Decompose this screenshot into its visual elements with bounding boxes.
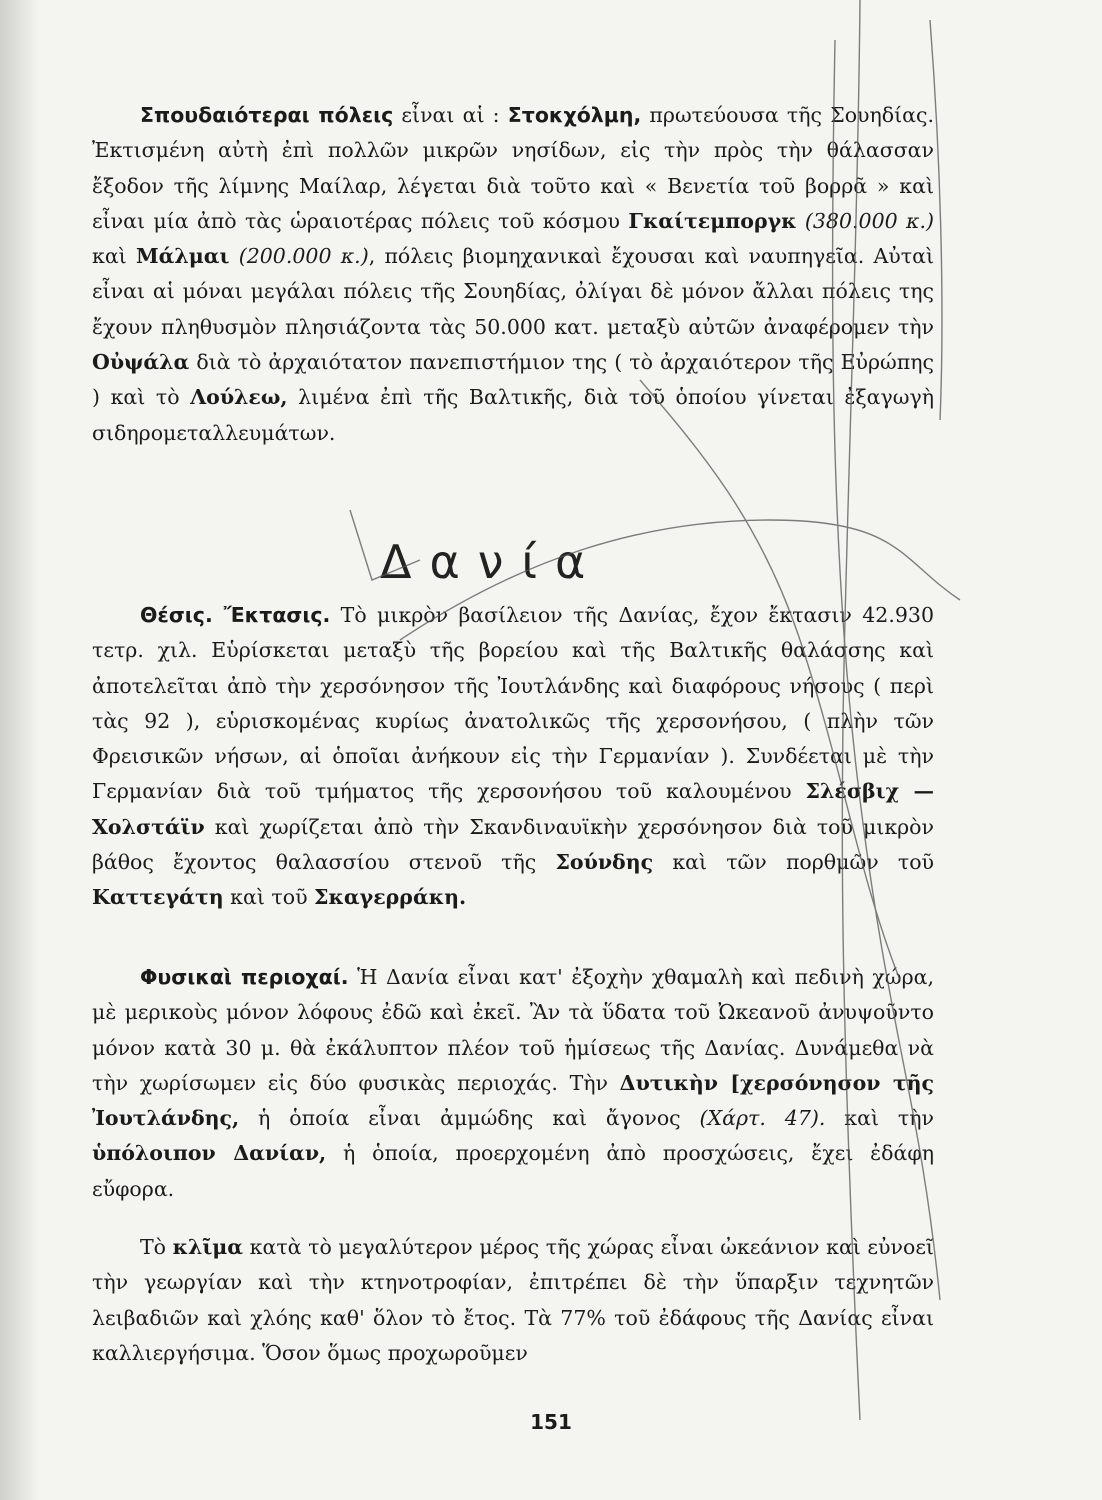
city-name: Οὐψάλα: [92, 350, 190, 375]
paragraph: Φυσικαὶ περιοχαί. Ἡ Δανία εἶναι κατ' ἐξοχὴν χθαμαλὴ καὶ πεδινὴ χώρα, μὲ μερικοὺς μόνον λόφους ἐδῶ καὶ ἐκεῖ. Ἂν τὰ ὕδατα τοῦ Ὠκεανοῦ ἀνυψοῦντο μόνον κατὰ 30 μ. θὰ ἐκάλυπτον πλέον τοῦ ἡμίσεως τῆς Δανίας. Δυνάμεθα νὰ τὴν χωρίσωμεν εἰς δύο φυσικὰς περιοχάς. Τὴν Δυτικὴν [χερσόνησον τῆς Ἰουτλάνδης, ἡ ὁποία εἶναι ἀμμώδης καὶ ἄγονος (Χάρτ. 47). καὶ τὴν ὑπόλοιπον Δανίαν, ἡ ὁποία, προερχομένη ἀπὸ προσχώσεις, ἔχει ἐδάφη εὔφορα.: [92, 965, 935, 1201]
natural-regions-paragraph: [92, 960, 934, 1207]
population: (380.000 κ.): [796, 208, 935, 233]
place-name: Καττεγάτη: [92, 885, 224, 910]
paragraph: Τὸ κλῖμα κατὰ τὸ μεγαλύτερον μέρος τῆς χώρας εἶναι ὠκεάνιον καὶ εὐνοεῖ τὴν γεωργίαν καὶ τὴν κτηνοτροφίαν, ἐπιτρέπει δὲ τὴν ὕπαρξιν τεχνητῶν λειβαδιῶν καὶ χλόης καθ' ὅλον τὸ ἔτος. Τὰ 77% τοῦ ἐδάφους τῆς Δανίας εἶναι καλλιεργήσιμα. Ὅσον ὅμως προχωροῦμεν: [92, 1235, 934, 1365]
section-heading: Φυσικαὶ περιοχαί.: [140, 965, 349, 989]
region-name: ὑπόλοιπον Δανίαν,: [92, 1141, 327, 1166]
section-heading: Σπουδαιότεραι πόλεις: [140, 103, 394, 127]
map-reference: (Χάρτ. 47).: [699, 1106, 826, 1131]
chapter-title: Δανία: [380, 535, 604, 589]
page-edge-shadow: [0, 0, 40, 1500]
sweden-cities-paragraph: [92, 98, 934, 451]
population: (200.000 κ.): [229, 244, 369, 269]
place-name: Σκαγερράκη.: [314, 885, 467, 910]
place-name: Σλέσβιχ — Χολστάϊν: [92, 779, 934, 839]
keyword: κλῖμα: [172, 1235, 244, 1259]
city-name: Μάλμαι: [135, 244, 230, 269]
paragraph: Θέσις. Ἔκτασις. Τὸ μικρὸν βασίλειον τῆς Δανίας, ἔχον ἔκτασιν 42.930 τετρ. χιλ. Εὑρίσκεται μεταξὺ τῆς βορείου καὶ τῆς Βαλτικῆς θαλάσσης καὶ ἀποτελεῖται ἀπὸ τὴν χερσόνησον τῆς Ἰουτλάνδης καὶ διαφόρους νήσους ( περὶ τὰς 92 ), εὑρισκομένας κυρίως ἀνατολικῶς τῆς χερσονήσου, ( πλὴν τῶν Φρεισικῶν νήσων, αἱ ὁποῖαι ἀνήκουν εἰς τὴν Γερμανίαν ). Συνδέεται μὲ τὴν Γερμανίαν διὰ τοῦ τμήματος τῆς χερσονήσου τοῦ καλουμένου Σλέσβιχ — Χολστάϊν καὶ χωρίζεται ἀπὸ τὴν Σκανδιναυϊκὴν χερσόνησον διὰ τοῦ μικρὸν βάθος ἔχοντος θαλασσίου στενοῦ τῆς Σούνδης καὶ τῶν πορθμῶν τοῦ Καττεγάτη καὶ τοῦ Σκαγερράκη.: [92, 603, 934, 910]
paragraph: Σπουδαιότεραι πόλεις εἶναι αἱ : Στοκχόλμη, πρωτεύουσα τῆς Σουηδίας. Ἐκτισμένη αὐτὴ ἐπὶ πολλῶν μικρῶν νησίδων, εἰς τὴν πρὸς τὴν θάλασσαν ἔξοδον τῆς λίμνης Μαίλαρ, λέγεται διὰ τοῦτο καὶ « Βενετία τοῦ βορρᾶ » καὶ εἶναι μία ἀπὸ τὰς ὡραιοτέρας πόλεις τοῦ κόσμου Γκαίτεμποργκ (380.000 κ.) καὶ Μάλμαι (200.000 κ.), πόλεις βιομηχανικαὶ ἔχουσαι καὶ ναυπηγεῖα. Αὐταὶ εἶναι αἱ μόναι μεγάλαι πόλεις τῆς Σουηδίας, ὀλίγαι δὲ μόνον ἄλλαι πόλεις της ἔχουν πληθυσμὸν πλησιάζοντα τὰς 50.000 κατ. μεταξὺ αὐτῶν ἀναφέρομεν τὴν Οὐψάλα διὰ τὸ ἀρχαιότατον πανεπιστήμιον της ( τὸ ἀρχαιότερον τῆς Εὐρώπης ) καὶ τὸ Λούλεω, λιμένα ἐπὶ τῆς Βαλτικῆς, διὰ τοῦ ὁποίου γίνεται ἐξαγωγὴ σιδηρομεταλλευμάτων.: [92, 103, 935, 445]
position-area-paragraph: [92, 598, 934, 916]
city-name: Στοκχόλμη,: [507, 103, 642, 127]
page-number: 151: [530, 1410, 572, 1434]
climate-paragraph: [92, 1230, 934, 1371]
region-name: Δυτικὴν [χερσόνησον τῆς Ἰουτλάνδης,: [92, 1070, 934, 1131]
city-name: Γκαίτεμποργκ: [628, 208, 797, 233]
city-name: Λούλεω,: [190, 385, 288, 410]
section-heading: Θέσις. Ἔκτασις.: [140, 603, 331, 627]
place-name: Σούνδης: [555, 850, 654, 875]
